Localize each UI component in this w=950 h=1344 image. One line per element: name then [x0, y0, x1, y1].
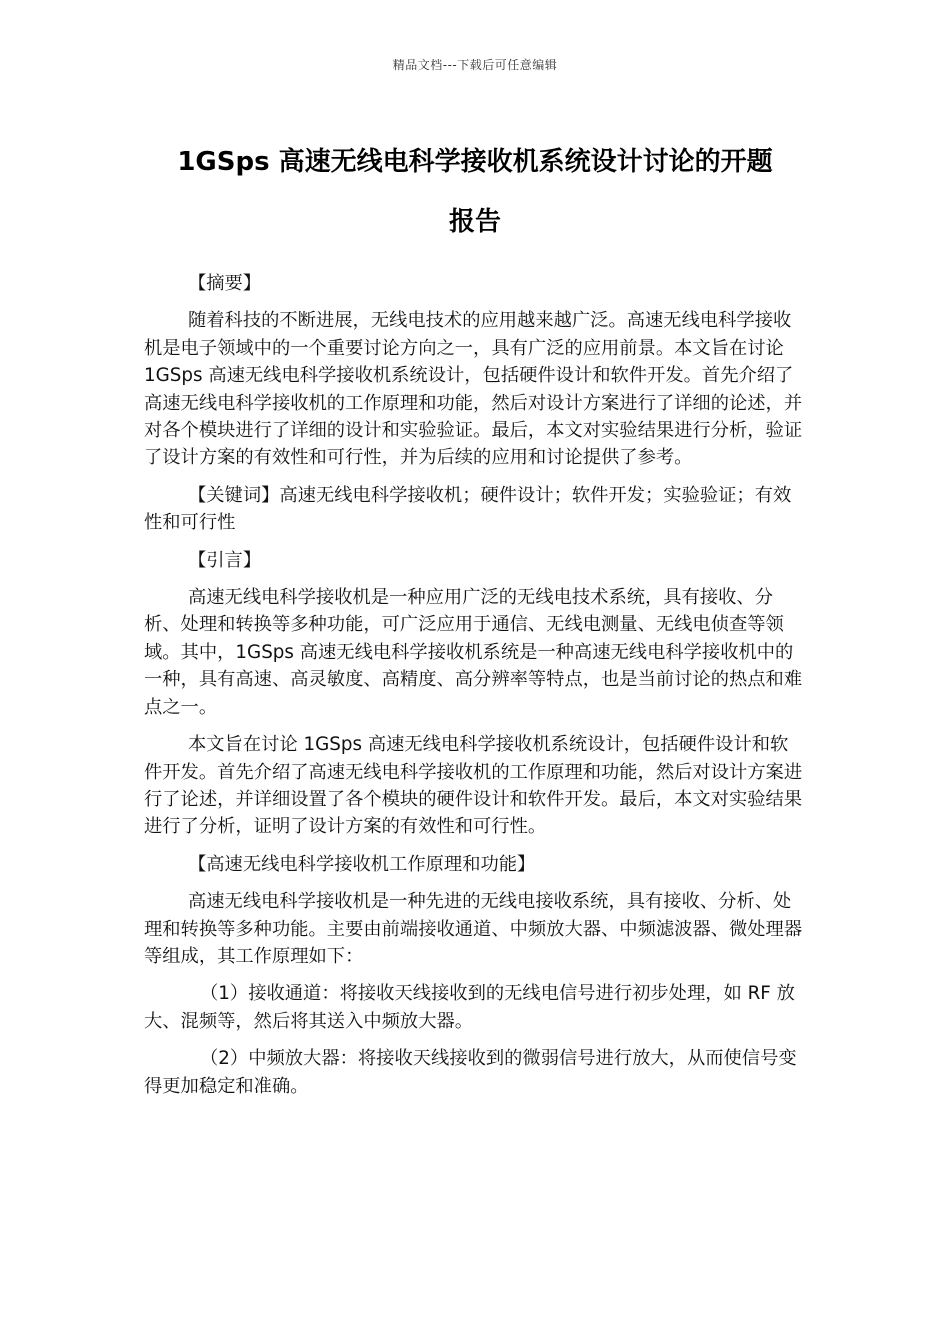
intro-paragraph-1: 高速无线电科学接收机是一种应用广泛的无线电技术系统，具有接收、分析、处理和转换等多种功能，可广泛应用于通信、无线电测量、无线电侦查等领域。其中，1GSps 高速无线电科学接收机系统是一种高速无线电科学接收机中的一种，具有高速、高灵敏度、高精度、高分辨率等特点，也是当前讨论的热点和难点之一。 — [144, 587, 803, 718]
list-item-receive-channel: （1）接收通道：将接收天线接收到的无线电信号进行初步处理，如 RF 放大、混频等，然后将其送入中频放大器。 — [144, 983, 795, 1032]
keywords-paragraph: 【关键词】高速无线电科学接收机；硬件设计；软件开发；实验验证；有效性和可行性 — [144, 484, 792, 534]
abstract-paragraph: 随着科技的不断进展，无线电技术的应用越来越广泛。高速无线电科学接收机是电子领域中的一个重要讨论方向之一，具有广泛的应用前景。本文旨在讨论 1GSps 高速无线电科学接收机系统设计，包括硬件设计和软件开发。首先介绍了高速无线电科学接收机的工作原理和功能，然后对设计方案进行了详细的论述，并对各个模块进行了详细的设计和实验验证。最后，本文对实验结果进行分析，验证了设计方案的有效性和可行性，并为后续的应用和讨论提供了参考。 — [144, 310, 803, 469]
principle-paragraph: 高速无线电科学接收机是一种先进的无线电接收系统，具有接收、分析、处理和转换等多种功能。主要由前端接收通道、中频放大器、中频滤波器、微处理器等组成，其工作原理如下： — [144, 891, 803, 967]
document-title — [120, 132, 830, 252]
intro-heading: 【引言】 — [188, 549, 262, 571]
title-line-1: 1GSps 高速无线电科学接收机系统设计讨论的开题 — [177, 147, 773, 177]
list-item-if-amplifier: （2）中频放大器：将接收天线接收到的微弱信号进行放大，从而使信号变得更加稳定和准确。 — [144, 1048, 797, 1097]
intro-paragraph-2: 本文旨在讨论 1GSps 高速无线电科学接收机系统设计，包括硬件设计和软件开发。首先介绍了高速无线电科学接收机的工作原理和功能，然后对设计方案进行了论述，并详细设置了各个模块的硬件设计和软件开发。最后，本文对实验结果进行了分析，证明了设计方案的有效性和可行性。 — [144, 734, 803, 838]
page-header: 精品文档---下载后可任意编辑 — [392, 58, 558, 72]
abstract-heading: 【摘要】 — [188, 273, 262, 294]
title-line-2: 报告 — [448, 207, 501, 237]
document-body — [144, 270, 806, 1110]
principle-heading: 【高速无线电科学接收机工作原理和功能】 — [188, 853, 536, 875]
